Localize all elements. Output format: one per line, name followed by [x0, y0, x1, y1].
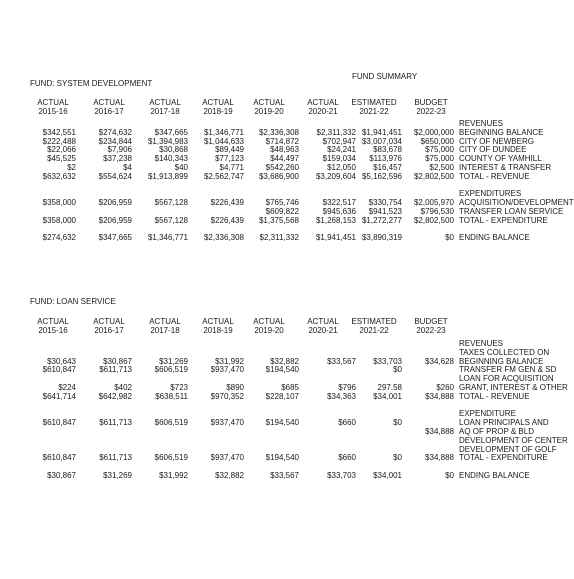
table-cell: $1,272,277: [361, 215, 402, 225]
table-cell: $34,628: [425, 356, 454, 366]
table-cell: $77,123: [215, 154, 244, 164]
table-cell: $611,713: [99, 418, 132, 428]
table-cell: $226,439: [210, 198, 244, 208]
table-cell: $33,703: [373, 356, 402, 366]
table-cell: $4: [123, 163, 132, 172]
table-cell: $890: [226, 383, 244, 392]
table-cell: $937,470: [210, 453, 244, 463]
table-cell: $33,567: [270, 471, 299, 480]
table-cell: $1,375,568: [258, 215, 299, 225]
column-header-label: ACTUAL: [37, 317, 69, 326]
row-description: ENDING BALANCE: [459, 471, 530, 480]
table-cell: $206,959: [98, 198, 132, 208]
table-cell: $194,540: [265, 365, 299, 375]
table-cell: $542,260: [265, 163, 299, 172]
table-cell: $16,457: [373, 163, 402, 172]
column-header-year: 2020-21: [308, 326, 338, 335]
table-cell: $1,941,451: [361, 127, 402, 137]
table-cell: $34,888: [425, 453, 454, 463]
table-cell: $45,525: [47, 154, 76, 164]
table-cell: $34,888: [425, 427, 454, 436]
table-cell: $714,872: [265, 136, 299, 146]
table-cell: $1,941,451: [315, 233, 356, 243]
table-cell: $33,567: [327, 356, 356, 366]
table-cell: $610,847: [42, 365, 76, 375]
row-description: BEGINNING BALANCE: [459, 356, 544, 366]
table-cell: $4,771: [219, 163, 244, 172]
table-cell: $34,001: [373, 391, 402, 401]
row-description: BEGINNING BALANCE: [459, 127, 544, 137]
table-cell: $234,844: [98, 136, 132, 146]
table-cell: $224: [58, 383, 76, 392]
column-header-year: 2022-23: [416, 326, 446, 335]
row-description: EXPENDITURE: [459, 409, 516, 419]
table-cell: $48,963: [270, 145, 299, 155]
table-cell: $3,686,900: [258, 171, 299, 181]
column-header-year: 2021-22: [359, 107, 389, 116]
table-cell: $24,241: [327, 145, 356, 155]
table-cell: $75,000: [425, 145, 454, 155]
row-description: REVENUES: [459, 119, 504, 128]
column-header-label: ACTUAL: [202, 98, 234, 107]
column-header-label: ACTUAL: [202, 317, 234, 326]
column-header-year: 2019-20: [254, 107, 284, 116]
row-description: EXPENDITURES: [459, 189, 522, 199]
table-cell: $83,678: [373, 145, 402, 155]
table-cell: $2,311,332: [259, 233, 299, 243]
row-description: CITY OF DUNDEE: [459, 145, 527, 155]
row-description: ACQUISITION/DEVELOPMENT: [459, 198, 574, 208]
table-cell: $1,346,771: [203, 127, 244, 137]
table-cell: $89,449: [215, 145, 244, 155]
table-cell: $554,624: [98, 171, 132, 181]
table-cell: $37,238: [103, 154, 132, 164]
row-description: DEVELOPMENT OF CENTER: [459, 435, 568, 445]
fund-name: FUND: SYSTEM DEVELOPMENT: [30, 79, 153, 88]
table-cell: $945,636: [322, 207, 356, 216]
table-cell: $642,982: [98, 391, 132, 401]
table-cell: $606,519: [154, 365, 188, 375]
page-title: FUND SUMMARY: [352, 72, 418, 81]
row-description: DEVELOPMENT OF GOLF: [459, 444, 557, 454]
table-cell: $358,000: [42, 198, 76, 208]
table-cell: $2,336,308: [203, 233, 244, 243]
table-cell: $796: [338, 383, 356, 392]
row-description: INTEREST & TRANSFER: [459, 163, 552, 172]
column-header-label: ACTUAL: [307, 317, 339, 326]
table-cell: $610,847: [42, 453, 76, 463]
table-cell: $347,665: [98, 233, 132, 243]
table-cell: $937,470: [210, 418, 244, 428]
table-cell: $342,551: [42, 127, 76, 137]
table-cell: $31,269: [159, 356, 188, 366]
table-cell: $2,311,332: [316, 127, 356, 137]
table-cell: $1,913,899: [147, 171, 188, 181]
table-cell: $1,394,983: [147, 136, 188, 146]
table-cell: $0: [445, 471, 454, 480]
row-description: TOTAL - EXPENDITURE: [459, 215, 548, 225]
table-cell: $32,882: [215, 471, 244, 480]
table-cell: $222,488: [42, 136, 76, 146]
table-cell: $606,519: [154, 453, 188, 463]
table-cell: $567,128: [154, 198, 188, 208]
table-cell: $194,540: [265, 453, 299, 463]
table-cell: $194,540: [265, 418, 299, 428]
table-cell: $610,847: [42, 418, 76, 428]
table-cell: $2,005,970: [413, 198, 454, 208]
table-cell: $3,209,604: [315, 171, 356, 181]
column-header-label: ACTUAL: [253, 317, 285, 326]
table-cell: $2,336,308: [258, 127, 299, 137]
column-header-label: ESTIMATED: [351, 98, 397, 107]
table-cell: $30,867: [47, 471, 76, 480]
table-cell: $660: [338, 453, 356, 463]
table-cell: $702,947: [322, 136, 356, 146]
row-description: ENDING BALANCE: [459, 233, 530, 243]
fund-name: FUND: LOAN SERVICE: [30, 297, 116, 306]
column-header-year: 2021-22: [359, 326, 389, 335]
column-header-year: 2017-18: [150, 326, 180, 335]
row-description: TRANSFER LOAN SERVICE: [459, 207, 564, 216]
table-cell: $347,665: [154, 127, 188, 137]
table-cell: $941,523: [368, 207, 402, 216]
table-cell: $606,519: [154, 418, 188, 428]
table-cell: $75,000: [425, 154, 454, 164]
table-cell: $650,000: [420, 136, 454, 146]
table-cell: $2,802,500: [413, 215, 454, 225]
column-header-label: ACTUAL: [93, 98, 125, 107]
table-cell: $3,890,319: [361, 233, 402, 243]
column-header-year: 2017-18: [150, 107, 180, 116]
column-header-year: 2020-21: [308, 107, 338, 116]
column-header-label: BUDGET: [414, 98, 448, 107]
table-cell: $30,867: [103, 356, 132, 366]
table-cell: $260: [436, 383, 454, 392]
table-cell: $2,000,000: [413, 127, 454, 137]
table-cell: $1,346,771: [147, 233, 188, 243]
column-header-year: 2018-19: [203, 326, 233, 335]
table-cell: $609,822: [265, 207, 299, 216]
row-description: AQ OF PROP & BLD: [459, 427, 534, 436]
table-cell: $402: [114, 383, 132, 392]
column-header-year: 2019-20: [254, 326, 284, 335]
table-cell: 297.58: [377, 383, 402, 392]
table-cell: $1,268,153: [315, 215, 356, 225]
column-header-year: 2022-23: [416, 107, 446, 116]
table-cell: $206,959: [98, 215, 132, 225]
table-cell: $31,992: [215, 356, 244, 366]
table-cell: $641,714: [42, 391, 76, 401]
column-header-year: 2015-16: [38, 326, 68, 335]
table-cell: $228,107: [265, 391, 299, 401]
row-description: TOTAL - EXPENDITURE: [459, 453, 548, 463]
column-header-label: ACTUAL: [307, 98, 339, 107]
table-cell: $1,044,633: [203, 136, 244, 146]
table-cell: $937,470: [210, 365, 244, 375]
table-cell: $40: [174, 163, 188, 172]
table-cell: $2,562,747: [203, 171, 244, 181]
row-description: GRANT, INTEREST & OTHER: [459, 383, 568, 392]
table-cell: $0: [445, 233, 454, 243]
row-description: TRANSFER FM GEN & SD: [459, 365, 557, 375]
row-description: LOAN PRINCIPALS AND: [459, 418, 549, 428]
table-cell: $567,128: [154, 215, 188, 225]
table-cell: $34,363: [327, 391, 356, 401]
table-cell: $632,632: [42, 171, 76, 181]
table-cell: $32,882: [270, 356, 299, 366]
column-header-year: 2016-17: [94, 107, 124, 116]
table-cell: $5,162,596: [361, 171, 402, 181]
table-cell: $30,868: [159, 145, 188, 155]
column-header-label: ACTUAL: [37, 98, 69, 107]
table-cell: $611,713: [99, 365, 132, 375]
table-cell: $723: [170, 383, 188, 392]
column-header-label: ACTUAL: [253, 98, 285, 107]
table-cell: $226,439: [210, 215, 244, 225]
table-cell: $30,643: [47, 356, 76, 366]
row-description: TAXES COLLECTED ON: [459, 347, 550, 357]
table-cell: $796,530: [420, 207, 454, 216]
table-cell: $638,511: [155, 391, 188, 401]
table-cell: $31,992: [159, 471, 188, 480]
column-header-year: 2018-19: [203, 107, 233, 116]
column-header-label: ACTUAL: [149, 317, 181, 326]
column-header-label: ESTIMATED: [351, 317, 397, 326]
table-cell: $2,802,500: [413, 171, 454, 181]
table-cell: $660: [338, 418, 356, 428]
table-cell: $0: [393, 418, 402, 428]
row-description: COUNTY OF YAMHILL: [459, 154, 542, 164]
table-cell: $970,352: [210, 391, 244, 401]
row-description: TOTAL - REVENUE: [459, 171, 530, 181]
table-cell: $140,343: [154, 154, 188, 164]
table-cell: $2: [67, 163, 76, 172]
table-cell: $7,906: [107, 145, 132, 155]
table-cell: $2,500: [429, 163, 454, 172]
table-cell: $22,066: [47, 145, 76, 155]
table-cell: $0: [393, 365, 402, 375]
column-header-label: BUDGET: [414, 317, 448, 326]
table-cell: $34,888: [425, 391, 454, 401]
table-cell: $3,007,034: [361, 136, 402, 146]
table-cell: $358,000: [42, 215, 76, 225]
table-cell: $31,269: [103, 471, 132, 480]
table-cell: $12,050: [327, 163, 356, 172]
column-header-label: ACTUAL: [149, 98, 181, 107]
table-cell: $44,497: [270, 154, 299, 164]
table-cell: $159,034: [322, 154, 356, 164]
table-cell: $33,703: [327, 471, 356, 480]
table-cell: $765,746: [265, 198, 299, 208]
table-cell: $0: [393, 453, 402, 463]
row-description: LOAN FOR ACQUISITION: [459, 374, 554, 384]
row-description: TOTAL - REVENUE: [459, 391, 530, 401]
table-cell: $322,517: [322, 198, 356, 208]
table-cell: $113,976: [369, 154, 402, 164]
table-cell: $685: [281, 383, 299, 392]
table-cell: $611,713: [99, 453, 132, 463]
column-header-year: 2015-16: [38, 107, 68, 116]
table-cell: $330,754: [368, 198, 402, 208]
column-header-label: ACTUAL: [93, 317, 125, 326]
table-cell: $274,632: [42, 233, 76, 243]
table-cell: $34,001: [373, 471, 402, 480]
row-description: CITY OF NEWBERG: [459, 136, 534, 146]
table-cell: $274,632: [98, 127, 132, 137]
column-header-year: 2016-17: [94, 326, 124, 335]
row-description: REVENUES: [459, 339, 504, 348]
